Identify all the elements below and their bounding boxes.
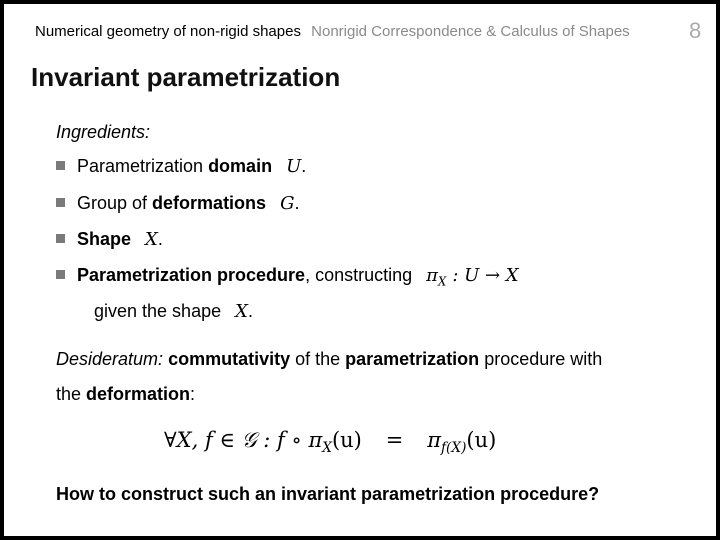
bullet-shape: Shape X. bbox=[56, 229, 163, 250]
bullet-square-icon bbox=[56, 161, 65, 170]
bullet-square-icon bbox=[56, 198, 65, 207]
math-g: G bbox=[280, 193, 295, 214]
desideratum-line1: Desideratum: commutativity of the parametrization procedure with bbox=[56, 349, 603, 369]
bullet-square-icon bbox=[56, 234, 65, 243]
math-x: X bbox=[145, 229, 158, 250]
math-x: X bbox=[235, 301, 248, 322]
bullet-procedure-line2: given the shape X. bbox=[94, 301, 253, 322]
equals-sign: = bbox=[385, 428, 404, 452]
math-map: : U → X bbox=[452, 265, 519, 286]
course-title: Numerical geometry of non-rigid shapes bbox=[35, 23, 301, 40]
bullet-domain: Parametrization domain U. bbox=[56, 156, 306, 177]
ingredients-label: Ingredients: bbox=[56, 122, 151, 142]
math-pi: π bbox=[426, 265, 438, 286]
slide-title: Invariant parametrization bbox=[31, 62, 341, 92]
lecture-title: Nonrigid Correspondence & Calculus of Shapes bbox=[311, 23, 630, 40]
page-number: 8 bbox=[689, 18, 702, 43]
bullet-deformations: Group of deformations G. bbox=[56, 193, 299, 214]
math-u: U bbox=[286, 156, 302, 177]
closing-question: How to construct such an invariant parametrization procedure? bbox=[56, 484, 600, 504]
slide bbox=[4, 4, 716, 536]
slide-header bbox=[35, 23, 630, 40]
commutativity-equation: ∀X, f ∈ 𝒢 : f ∘ $\pi_X(u) = \pi_{f(X)}(u)$ bbox=[164, 428, 497, 457]
bullet-square-icon bbox=[56, 270, 65, 279]
bullet-procedure: Parametrization procedure, constructing $\pi_X$ : U → X bbox=[56, 265, 519, 289]
desideratum-line2: the deformation: bbox=[56, 384, 196, 404]
